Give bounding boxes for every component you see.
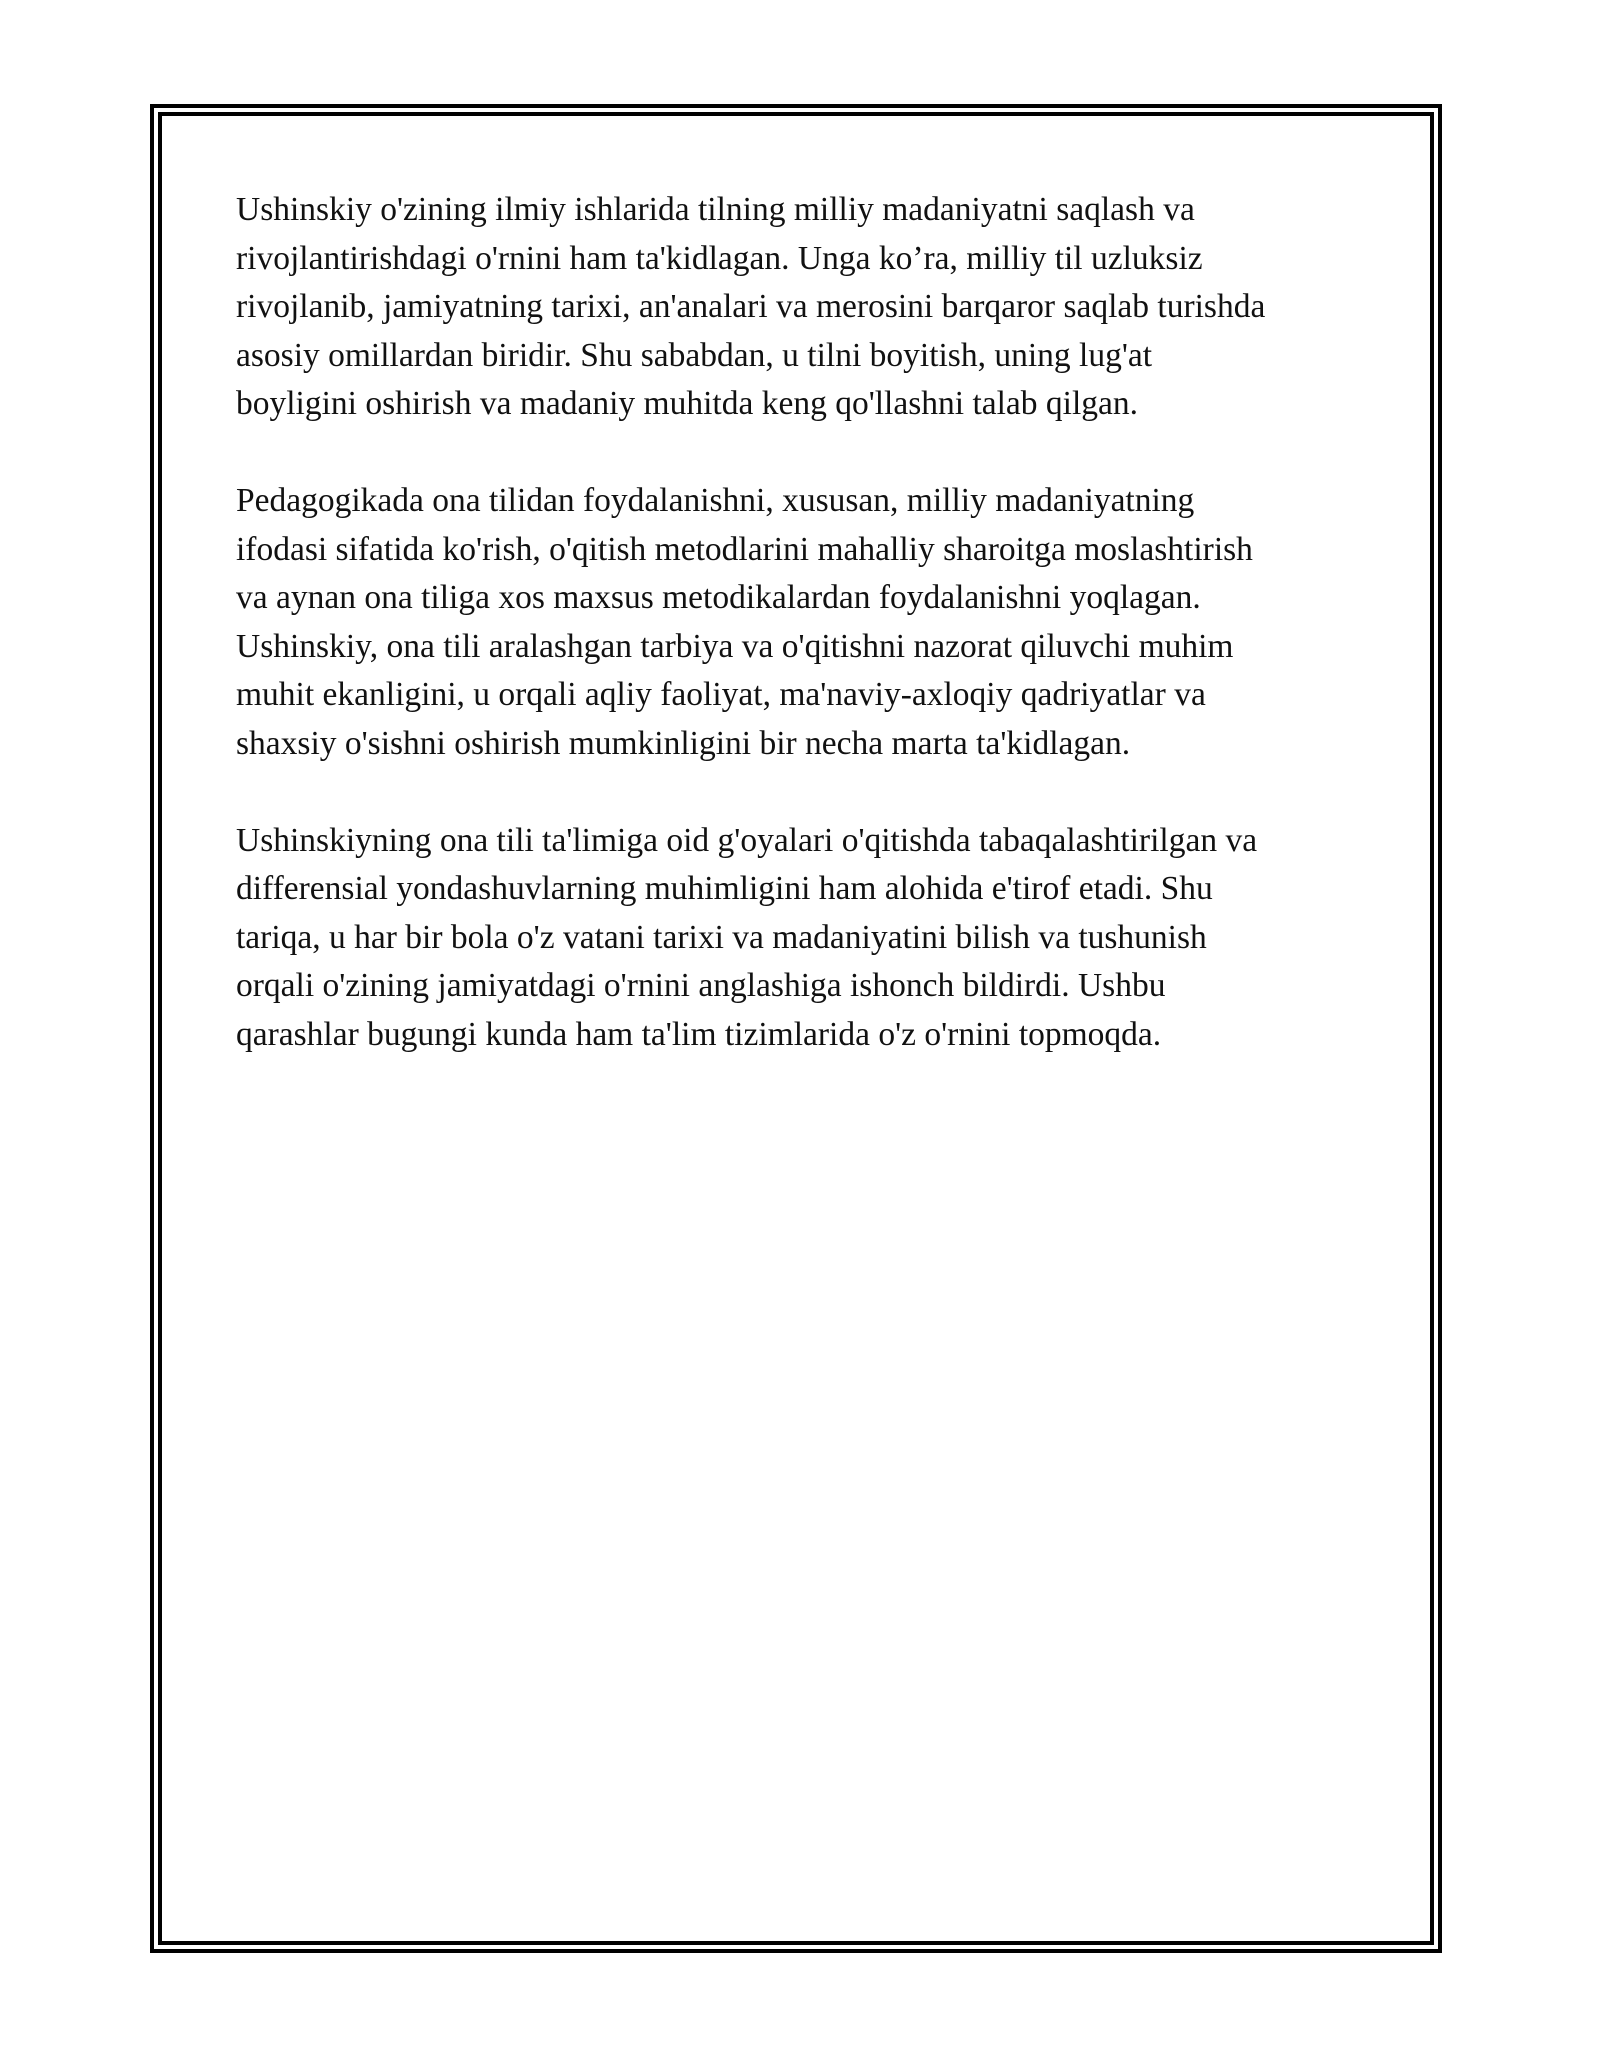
paragraph-line: rivojlantirishdagi o'rnini ham ta'kidlagan. Unga ko’ra, milliy til uzluksiz — [236, 239, 1203, 277]
paragraph-line: Pedagogikada ona tilidan foydalanishni, xususan, milliy madaniyatning — [236, 482, 1195, 519]
paragraph-line: orqali o'zining jamiyatdagi o'rnini anglashiga ishonch bildirdi. Ushbu — [236, 967, 1166, 1004]
paragraph-line: asosiy omillardan biridir. Shu sababdan, u tilni boyitish, uning lug'at — [236, 336, 1153, 374]
paragraph-line: ifodasi sifatida ko'rish, o'qitish metodlarini mahalliy sharoitga moslashtirish — [236, 530, 1253, 568]
document-body — [236, 186, 1376, 1108]
paragraph-line: tariqa, u har bir bola o'z vatani tarixi va madaniyatini bilish va tushunish — [236, 918, 1207, 956]
paragraph-line: boyligini oshirish va madaniy muhitda keng qo'llashni talab qilgan. — [236, 385, 1139, 422]
paragraph-line: differensial yondashuvlarning muhimligini ham alohida e'tirof etadi. Shu — [236, 870, 1213, 907]
paragraph-line: Ushinskiy, ona tili aralashgan tarbiya va o'qitishni nazorat qiluvchi muhim — [236, 627, 1234, 665]
paragraph-line: va aynan ona tiliga xos maxsus metodikalardan foydalanishni yoqlagan. — [236, 579, 1201, 616]
paragraph-line: qarashlar bugungi kunda ham ta'lim tizimlarida o'z o'rnini topmoqda. — [236, 1015, 1162, 1053]
paragraph-3 — [236, 817, 1376, 1060]
paragraph-line: Ushinskiyning ona tili ta'limiga oid g'oyalari o'qitishda tabaqalashtirilgan va — [236, 821, 1258, 859]
paragraph-1 — [236, 186, 1376, 429]
paragraph-2 — [236, 477, 1376, 768]
paragraph-line: muhit ekanligini, u orqali aqliy faoliyat, ma'naviy-axloqiy qadriyatlar va — [236, 676, 1206, 713]
paragraph-line: shaxsiy o'sishni oshirish mumkinligini bir necha marta ta'kidlagan. — [236, 724, 1131, 762]
paragraph-line: rivojlanib, jamiyatning tarixi, an'analari va merosini barqaror saqlab turishda — [236, 288, 1266, 325]
paragraph-line: Ushinskiy o'zining ilmiy ishlarida tilning milliy madaniyatni saqlash va — [236, 191, 1195, 228]
